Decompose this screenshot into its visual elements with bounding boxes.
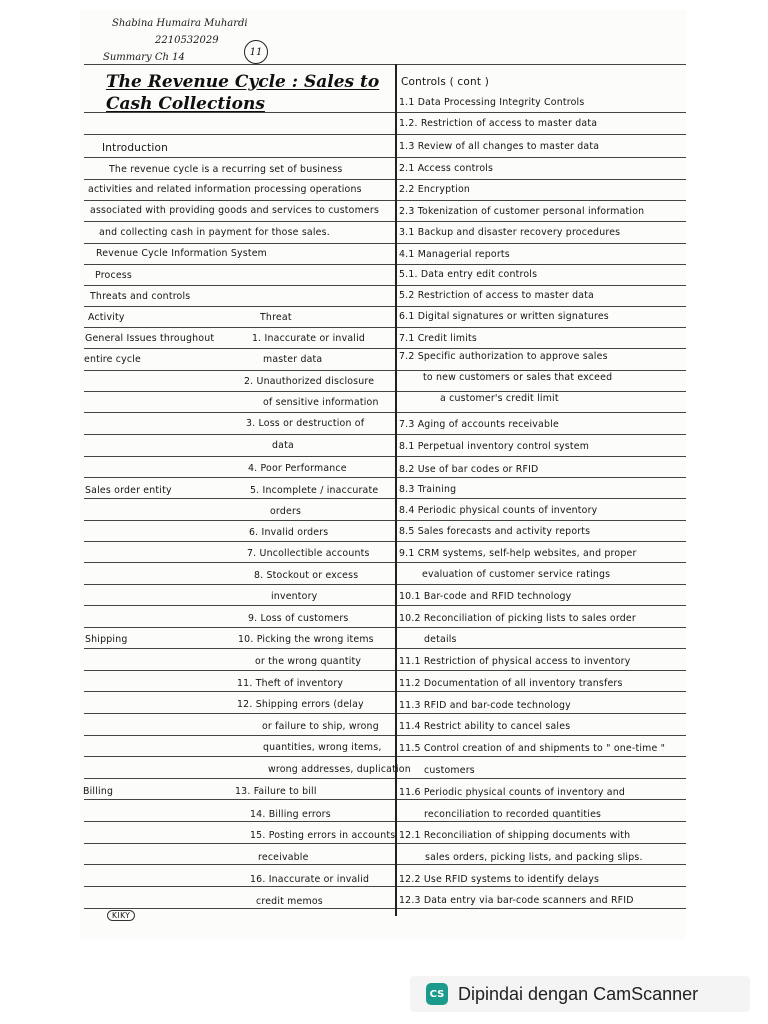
ruled-line bbox=[84, 908, 686, 909]
ruled-line bbox=[84, 306, 686, 307]
left-column-line: orders bbox=[270, 506, 302, 517]
right-column-line: 2.2 Encryption bbox=[399, 184, 471, 195]
right-column-line: 11.4 Restrict ability to cancel sales bbox=[399, 721, 571, 732]
ruled-line bbox=[84, 778, 686, 779]
right-column-line: 11.2 Documentation of all inventory transfers bbox=[399, 678, 623, 689]
ruled-line bbox=[84, 412, 686, 413]
student-id: 2210532029 bbox=[155, 35, 219, 46]
left-column-line: inventory bbox=[271, 591, 318, 602]
left-column-line: 6. Invalid orders bbox=[249, 527, 329, 538]
right-column-line: 3.1 Backup and disaster recovery procedures bbox=[399, 227, 621, 238]
ruled-line bbox=[84, 584, 686, 585]
right-column-line: 7.3 Aging of accounts receivable bbox=[399, 419, 559, 430]
ruled-line bbox=[84, 243, 686, 244]
ruled-line bbox=[84, 520, 686, 521]
right-column-line: 10.1 Bar-code and RFID technology bbox=[399, 591, 572, 602]
left-column-line: 11. Theft of inventory bbox=[237, 678, 344, 689]
left-column-line: entire cycle bbox=[84, 354, 142, 365]
ruled-line bbox=[84, 691, 686, 692]
ruled-line bbox=[84, 179, 686, 180]
left-column-line: wrong addresses, duplication bbox=[268, 764, 411, 775]
right-column-line: to new customers or sales that exceed bbox=[423, 372, 613, 383]
right-column-line: 6.1 Digital signatures or written signatures bbox=[399, 311, 609, 322]
ruled-line bbox=[84, 391, 686, 392]
left-column-line: 12. Shipping errors (delay bbox=[237, 699, 364, 710]
ruled-line bbox=[84, 713, 686, 714]
right-column-line: 11.1 Restriction of physical access to inventory bbox=[399, 656, 631, 667]
left-column-line: receivable bbox=[258, 852, 309, 863]
left-column-line: 3. Loss or destruction of bbox=[246, 418, 365, 429]
right-column-line: 10.2 Reconciliation of picking lists to sales order bbox=[399, 613, 636, 624]
right-column-line: 11.3 RFID and bar-code technology bbox=[399, 700, 571, 711]
right-column-line: 12.3 Data entry via bar-code scanners and RFID bbox=[399, 895, 634, 906]
left-column-line: Threat bbox=[260, 312, 292, 323]
right-column-line: 8.3 Training bbox=[399, 484, 457, 495]
ruled-line bbox=[84, 821, 686, 822]
student-name: Shabina Humaira Muhardi bbox=[112, 18, 248, 29]
right-column-line: 8.4 Periodic physical counts of inventory bbox=[399, 505, 598, 516]
ruled-line bbox=[84, 843, 686, 844]
ruled-line bbox=[84, 285, 686, 286]
ruled-line bbox=[84, 264, 686, 265]
left-column-line: 14. Billing errors bbox=[250, 809, 331, 820]
right-column-line: 4.1 Managerial reports bbox=[399, 249, 510, 260]
ruled-line bbox=[84, 541, 686, 542]
left-column-line: Billing bbox=[83, 786, 114, 797]
left-column-line: Introduction bbox=[102, 142, 168, 154]
ruled-line bbox=[84, 799, 686, 800]
left-column-line: and collecting cash in payment for those sales. bbox=[99, 227, 330, 238]
right-column-line: 2.1 Access controls bbox=[399, 163, 494, 174]
left-column-line: 8. Stockout or excess bbox=[254, 570, 359, 581]
right-column-line: 1.2. Restriction of access to master data bbox=[399, 118, 598, 129]
ruled-line bbox=[84, 735, 686, 736]
camscanner-watermark bbox=[410, 976, 750, 1012]
right-column-line: 12.2 Use RFID systems to identify delays bbox=[399, 874, 600, 885]
ruled-line bbox=[84, 134, 686, 135]
ruled-line bbox=[84, 562, 686, 563]
ruled-line bbox=[84, 64, 686, 65]
right-column-line: 7.2 Specific authorization to approve sales bbox=[399, 351, 608, 362]
left-column-line: credit memos bbox=[256, 896, 323, 907]
right-column-line: 1.1 Data Processing Integrity Controls bbox=[399, 97, 585, 108]
right-column-line: 11.5 Control creation of and shipments to " one-time " bbox=[399, 743, 666, 754]
ruled-line bbox=[84, 221, 686, 222]
right-column-line: 7.1 Credit limits bbox=[399, 333, 477, 344]
left-column-line: of sensitive information bbox=[263, 397, 379, 408]
page-title-line2: Cash Collections bbox=[106, 94, 265, 114]
camscanner-label: Dipindai dengan CamScanner bbox=[458, 983, 699, 1004]
left-column-line: 1. Inaccurate or invalid bbox=[252, 333, 366, 344]
right-column-line: 2.3 Tokenization of customer personal information bbox=[399, 206, 645, 217]
ruled-line bbox=[84, 886, 686, 887]
ruled-line bbox=[84, 498, 686, 499]
ruled-line bbox=[84, 864, 686, 865]
ruled-line bbox=[84, 327, 686, 328]
right-column-line: details bbox=[424, 634, 457, 645]
left-column-line: 9. Loss of customers bbox=[248, 613, 349, 624]
left-column-line: 5. Incomplete / inaccurate bbox=[250, 485, 379, 496]
left-column-line: quantities, wrong items, bbox=[263, 742, 382, 753]
left-column-line: Sales order entity bbox=[85, 485, 172, 496]
ruled-line bbox=[84, 605, 686, 606]
left-column-line: activities and related information processing operations bbox=[88, 184, 362, 195]
right-column-line: reconciliation to recorded quantities bbox=[424, 809, 602, 820]
left-column-line: Threats and controls bbox=[90, 291, 191, 302]
ruled-line bbox=[84, 157, 686, 158]
ruled-line bbox=[84, 348, 686, 349]
ruled-line bbox=[84, 627, 686, 628]
right-column-line: evaluation of customer service ratings bbox=[422, 569, 611, 580]
left-column-line: Process bbox=[95, 270, 132, 281]
right-column-line: 8.5 Sales forecasts and activity reports bbox=[399, 526, 591, 537]
right-column-line: Controls ( cont ) bbox=[401, 76, 489, 88]
page-title-line1: The Revenue Cycle : Sales to bbox=[106, 72, 380, 92]
right-column-line: 11.6 Periodic physical counts of inventory and bbox=[399, 787, 626, 798]
right-column-line: 12.1 Reconciliation of shipping documents with bbox=[399, 830, 631, 841]
column-divider bbox=[395, 64, 397, 916]
ruled-line bbox=[84, 370, 686, 371]
ruled-line bbox=[84, 200, 686, 201]
left-column-line: The revenue cycle is a recurring set of business bbox=[109, 164, 343, 175]
left-column-line: or failure to ship, wrong bbox=[262, 721, 379, 732]
left-column-line: Activity bbox=[88, 312, 125, 323]
left-column-line: master data bbox=[263, 354, 323, 365]
left-column-line: Shipping bbox=[85, 634, 128, 645]
ruled-line bbox=[84, 648, 686, 649]
right-column-line: customers bbox=[424, 765, 475, 776]
left-column-line: General Issues throughout bbox=[85, 333, 215, 344]
left-column-line: or the wrong quantity bbox=[255, 656, 362, 667]
left-column-line: 4. Poor Performance bbox=[248, 463, 347, 474]
left-column-line: 10. Picking the wrong items bbox=[238, 634, 374, 645]
summary-label: Summary Ch 14 bbox=[103, 52, 185, 63]
ruled-line bbox=[84, 756, 686, 757]
left-column-line: 7. Uncollectible accounts bbox=[247, 548, 370, 559]
left-column-line: Revenue Cycle Information System bbox=[96, 248, 268, 259]
left-column-line: 13. Failure to bill bbox=[235, 786, 317, 797]
left-column-line: data bbox=[272, 440, 294, 451]
right-column-line: sales orders, picking lists, and packing slips. bbox=[425, 852, 643, 863]
left-column-line: 15. Posting errors in accounts bbox=[250, 830, 396, 841]
right-column-line: 8.1 Perpetual inventory control system bbox=[399, 441, 590, 452]
right-column-line: 8.2 Use of bar codes or RFID bbox=[399, 464, 539, 475]
ruled-line bbox=[84, 434, 686, 435]
left-column-line: associated with providing goods and services to customers bbox=[90, 205, 380, 216]
right-column-line: 9.1 CRM systems, self-help websites, and proper bbox=[399, 548, 637, 559]
ruled-line bbox=[84, 456, 686, 457]
right-column-line: 1.3 Review of all changes to master data bbox=[399, 141, 600, 152]
page-number: 11 bbox=[244, 40, 268, 64]
left-column-line: 2. Unauthorized disclosure bbox=[244, 376, 375, 387]
ruled-line bbox=[84, 477, 686, 478]
right-column-line: a customer's credit limit bbox=[440, 393, 559, 404]
right-column-line: 5.1. Data entry edit controls bbox=[399, 269, 538, 280]
ruled-line bbox=[84, 670, 686, 671]
camscanner-logo-icon: CS bbox=[426, 983, 448, 1005]
left-column-line: 16. Inaccurate or invalid bbox=[250, 874, 370, 885]
notebook-brand-tag: KIKY bbox=[107, 910, 135, 921]
right-column-line: 5.2 Restriction of access to master data bbox=[399, 290, 594, 301]
